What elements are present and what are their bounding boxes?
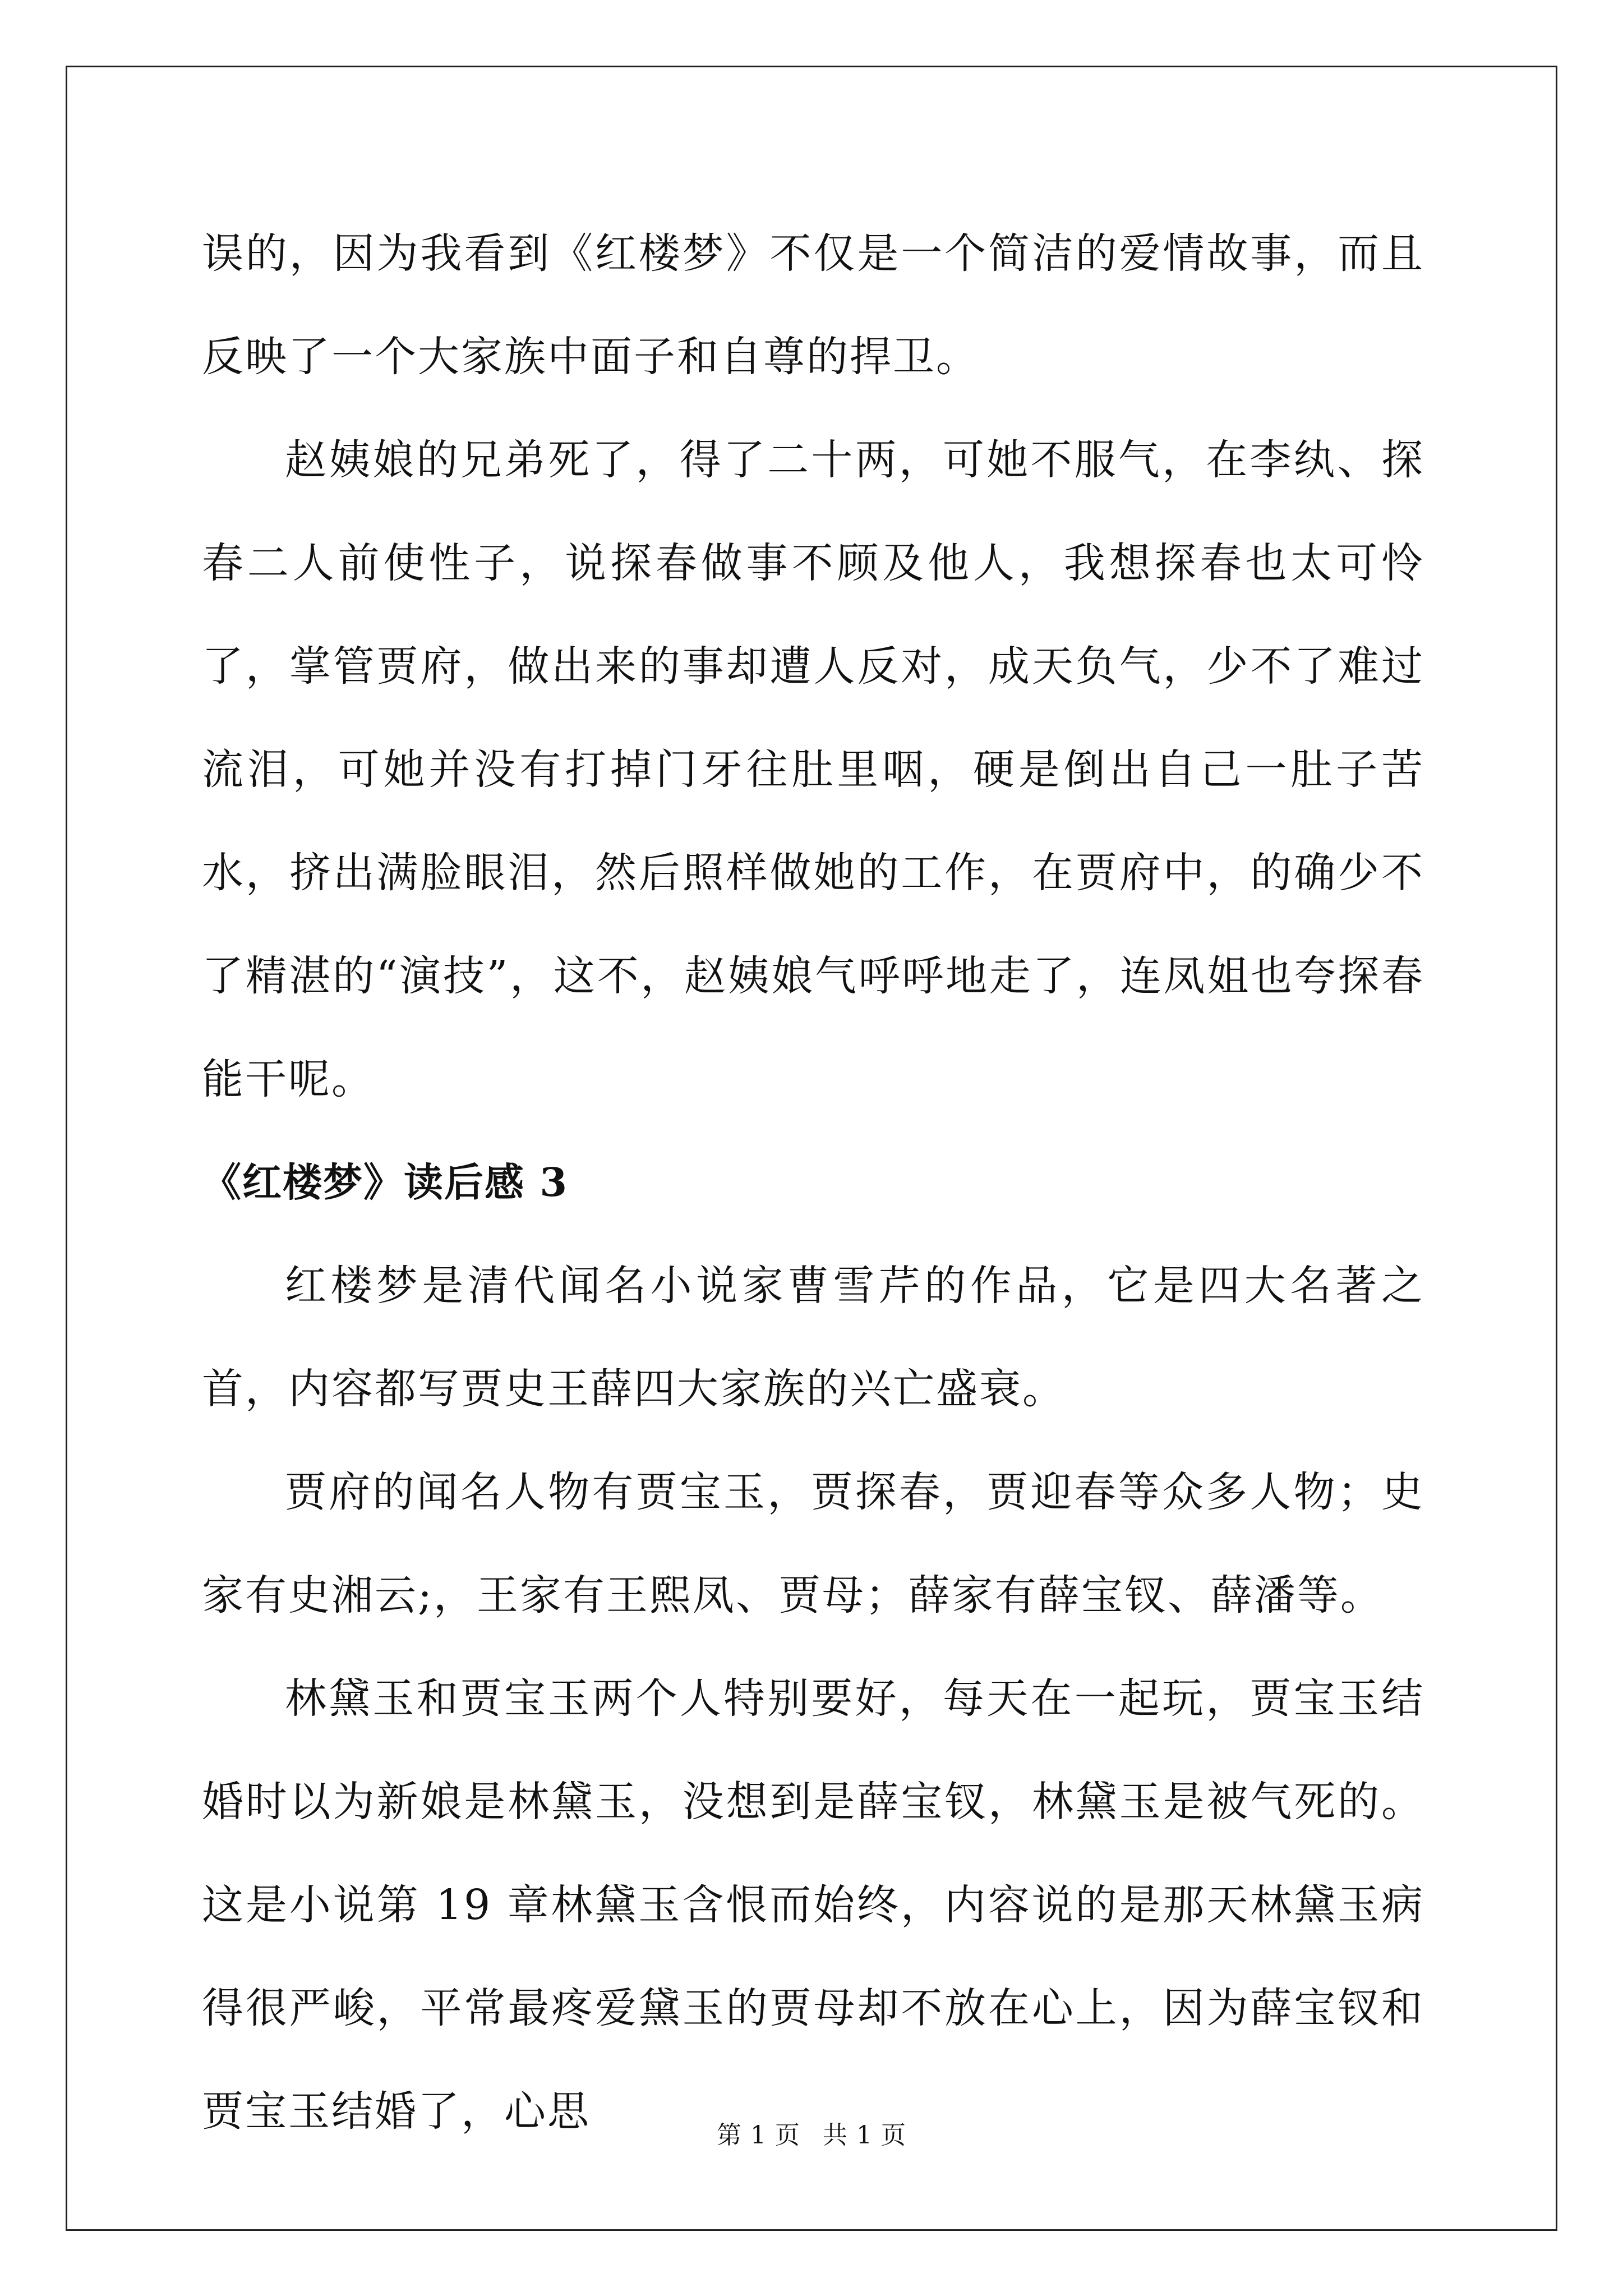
- paragraph: 赵姨娘的兄弟死了，得了二十两，可她不服气，在李纨、探春二人前使性子，说探春做事不顾及他人，我想探春也太可怜了，掌管贾府，做出来的事却遭人反对，成天负气，少不了难过流泪，可她并没有打掉门牙往肚里咽，硬是倒出自己一肚子苦水，挤出满脸眼泪，然后照样做她的工作，在贾府中，的确少不了精湛的“演技”，这不，赵姨娘气呼呼地走了，连凤姐也夸探春能干呢。: [202, 436, 1424, 1103]
- section-heading: 《红楼梦》读后感 3: [202, 1159, 569, 1205]
- page-footer: [0, 2115, 1623, 2151]
- document-body: [202, 202, 1424, 2163]
- page-total: 共 1 页: [823, 2121, 906, 2150]
- paragraph: 误的，因为我看到《红楼梦》不仅是一个简洁的爱情故事，而且反映了一个大家族中面子和自尊的捍卫。: [202, 229, 1424, 381]
- paragraph: 贾府的闻名人物有贾宝玉，贾探春，贾迎春等众多人物；史家有史湘云;，王家有王熙凤、贾母；薛家有薛宝钗、薛潘等。: [202, 1468, 1424, 1619]
- paragraph: 林黛玉和贾宝玉两个人特别要好，每天在一起玩，贾宝玉结婚时以为新娘是林黛玉，没想到是薛宝钗，林黛玉是被气死的。这是小说第 19 章林黛玉含恨而始终，内容说的是那天林黛玉病得很严峻，平常最疼爱黛玉的贾母却不放在心上，因为薛宝钗和贾宝玉结婚了，心思: [202, 1674, 1424, 2136]
- page-number: 第 1 页: [717, 2121, 800, 2150]
- paragraph: 红楼梦是清代闻名小说家曹雪芹的作品，它是四大名著之首，内容都写贾史王薛四大家族的兴亡盛衰。: [202, 1262, 1424, 1413]
